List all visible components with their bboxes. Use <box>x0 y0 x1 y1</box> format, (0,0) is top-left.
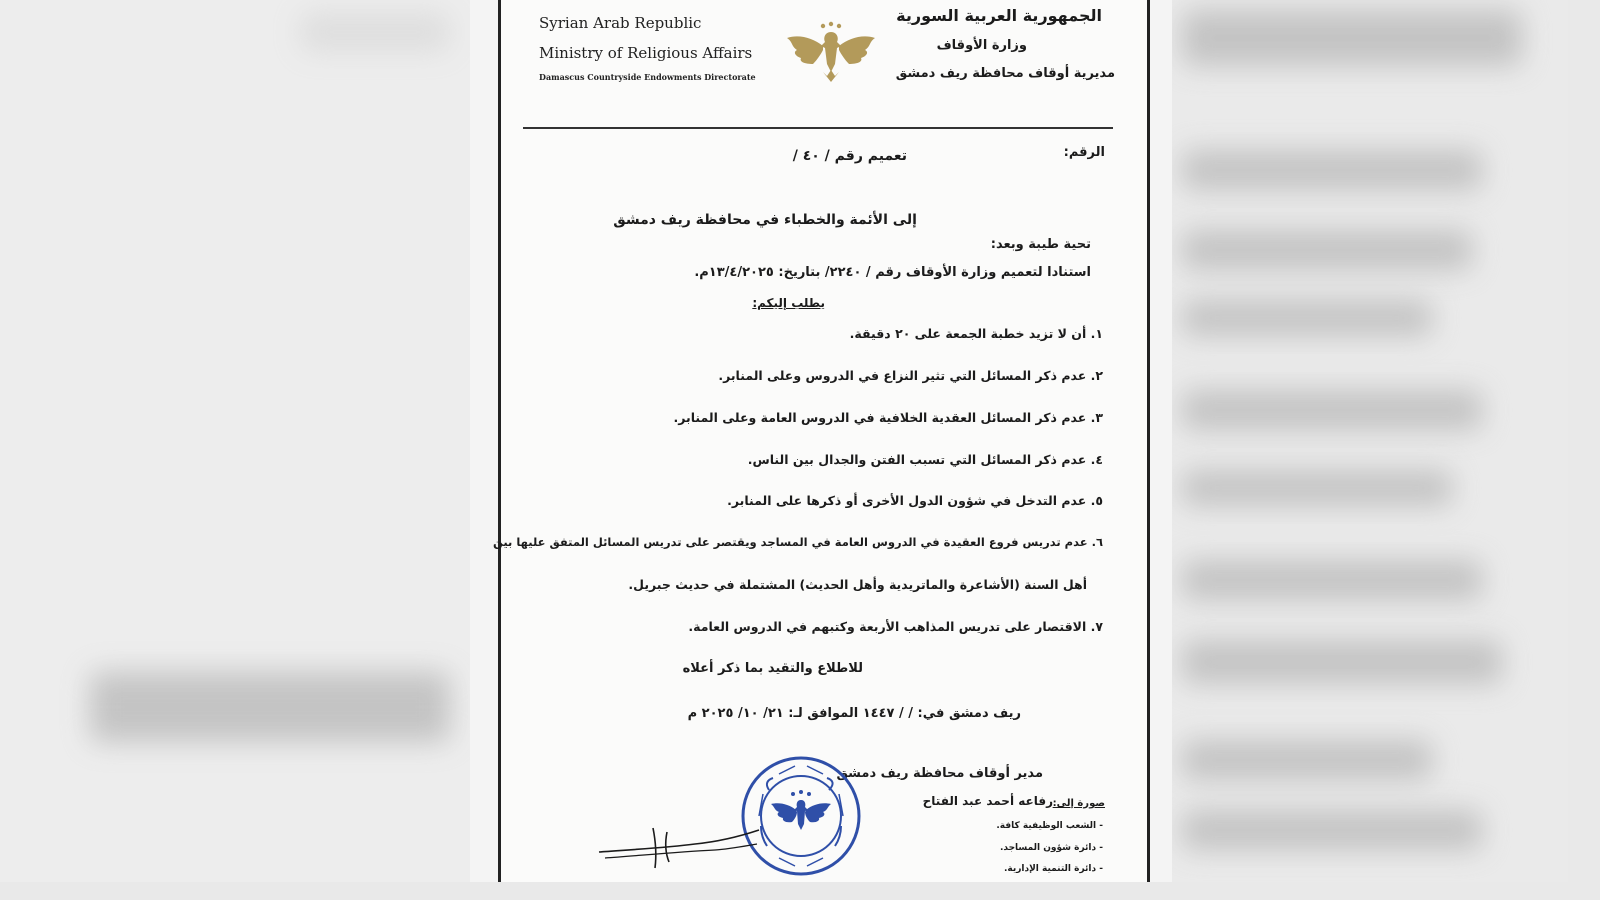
copy-recipient: - الشعب الوظيفية كافة. <box>996 821 1103 831</box>
header-country-ar: الجمهورية العربية السورية <box>896 6 1102 25</box>
eagle-emblem-icon <box>783 20 879 86</box>
header-directorate-en: Damascus Countryside Endowments Directorate <box>539 72 756 82</box>
copies-heading: صورة إلى: <box>1052 798 1105 809</box>
header-country-en: Syrian Arab Republic <box>539 14 702 32</box>
closing-line: للاطلاع والتقيد بما ذكر أعلاه <box>682 661 863 676</box>
header-ministry-en: Ministry of Religious Affairs <box>539 44 753 62</box>
list-item: ٧. الاقتصار على تدريس المذاهب الأربعة وكتبهم في الدروس العامة. <box>688 619 1103 634</box>
list-item: ٢. عدم ذكر المسائل التي تثير النزاع في الدروس وعلى المنابر. <box>718 368 1103 383</box>
document-page <box>493 0 1150 882</box>
blurred-background-right <box>1172 0 1568 882</box>
signatory-name: رفاعه أحمد عبد الفتاح <box>922 794 1053 808</box>
addressee: إلى الأئمة والخطباء في محافظة ريف دمشق <box>613 212 917 228</box>
greeting: تحية طيبة وبعد: <box>990 237 1091 252</box>
basis-statement: استنادا لتعميم وزارة الأوقاف رقم / ٢٢٤٠/ بتاريخ: ١٣/٤/٢٠٢٥م. <box>694 265 1091 280</box>
list-item: ٦. عدم تدريس فروع العقيدة في الدروس العامة في المساجد ويقتصر على تدريس المسائل المتفق عليها بين <box>493 535 1103 549</box>
signatory-title: مدير أوقاف محافظة ريف دمشق <box>836 766 1043 781</box>
header-ministry-ar: وزارة الأوقاف <box>936 38 1027 53</box>
date-line: ريف دمشق في: / / ١٤٤٧ الموافق لـ: ٢١/ ١٠/ ٢٠٢٥ م <box>687 706 1021 721</box>
blurred-background-left <box>0 0 470 882</box>
header-directorate-ar: مديرية أوقاف محافظة ريف دمشق <box>895 66 1115 81</box>
document-photo <box>470 0 1172 882</box>
list-item: أهل السنة (الأشاعرة والماتريدية وأهل الحديث) المشتملة في حديث جبريل. <box>628 577 1087 592</box>
header-divider <box>523 127 1113 129</box>
handwritten-signature-icon <box>595 822 763 872</box>
list-item: ٥. عدم التدخل في شؤون الدول الأخرى أو ذكرها على المنابر. <box>727 493 1103 508</box>
list-item: ١. أن لا تزيد خطبة الجمعة على ٢٠ دقيقة. <box>849 326 1103 341</box>
list-item: ٣. عدم ذكر المسائل العقدية الخلافية في الدروس العامة وعلى المنابر. <box>673 410 1103 425</box>
copy-recipient: - دائرة شؤون المساجد. <box>999 843 1103 853</box>
request-heading: يطلب إليكم: <box>752 296 825 310</box>
list-item: ٤. عدم ذكر المسائل التي تسبب الفتن والجدال بين الناس. <box>747 452 1103 467</box>
copy-recipient: - دائرة التنمية الإدارية. <box>1003 864 1103 874</box>
circular-number: تعميم رقم / ٤٠ / <box>792 148 907 164</box>
reference-label: الرقم: <box>1063 145 1105 160</box>
